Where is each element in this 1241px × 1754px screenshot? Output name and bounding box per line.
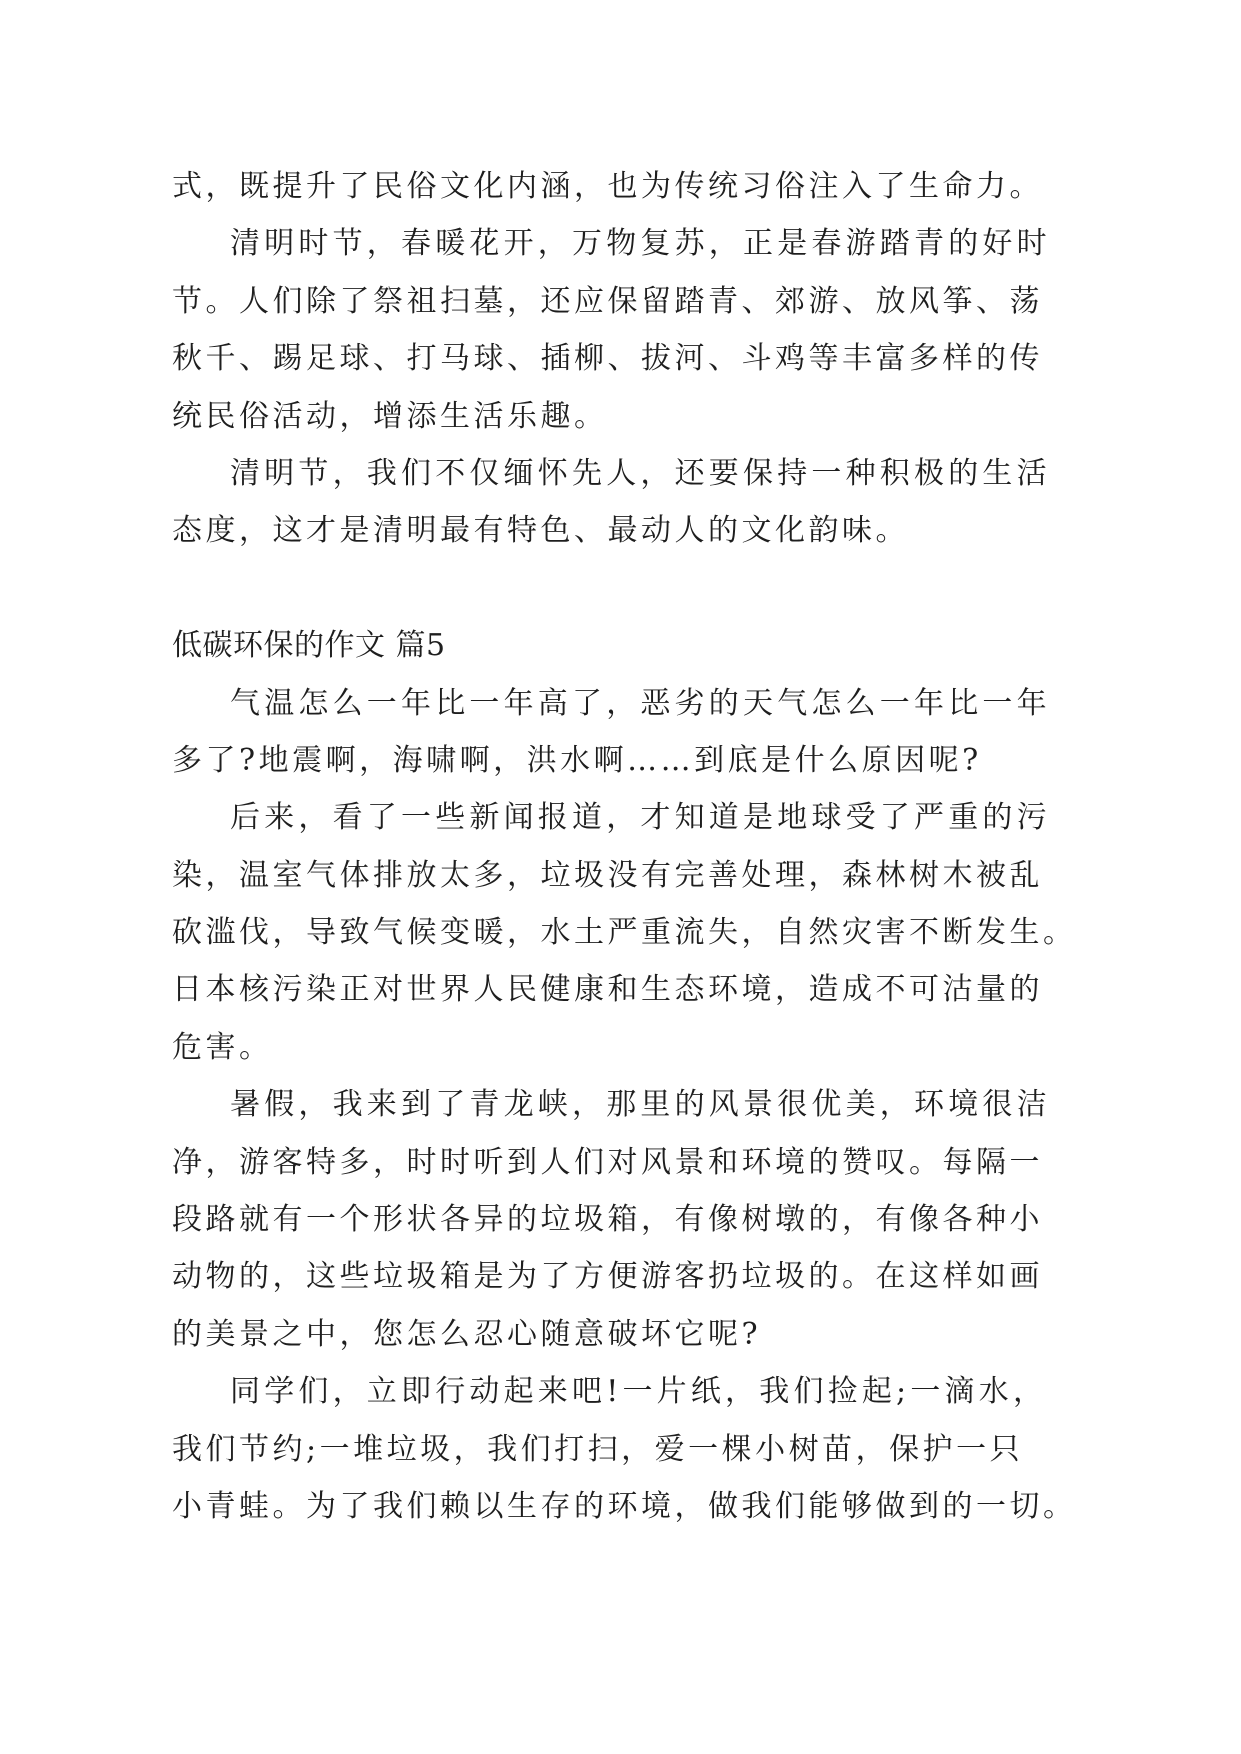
paragraph <box>0 1363 1241 1535</box>
paragraph-line: 统民俗活动，增添生活乐趣。 <box>172 398 608 434</box>
paragraph-line: 砍滥伐，导致气候变暖，水土严重流失，自然灾害不断发生。 <box>172 915 1077 951</box>
paragraph-line: 小青蛙。为了我们赖以生存的环境，做我们能够做到的一切。 <box>172 1488 1077 1524</box>
paragraph-line: 节。人们除了祭祖扫墓，还应保留踏青、郊游、放风筝、荡 <box>172 283 1043 319</box>
paragraph-line: 染，温室气体排放太多，垃圾没有完善处理，森林树木被乱 <box>172 857 1043 893</box>
paragraph <box>0 158 1241 215</box>
paragraph-line: 的美景之中，您怎么忍心随意破坏它呢? <box>172 1316 762 1352</box>
paragraph <box>0 215 1241 445</box>
section-previous-essay <box>0 158 1241 560</box>
paragraph-line: 后来，看了一些新闻报道，才知道是地球受了严重的污 <box>230 800 1051 836</box>
paragraph-line: 气温怎么一年比一年高了，恶劣的天气怎么一年比一年 <box>230 685 1051 721</box>
paragraph-line: 我们节约;一堆垃圾，我们打扫，爱一棵小树苗，保护一只 <box>172 1431 1024 1467</box>
paragraph <box>0 789 1241 1076</box>
paragraph-line: 动物的，这些垃圾箱是为了方便游客扔垃圾的。在这样如画 <box>172 1259 1043 1295</box>
paragraph <box>0 445 1241 560</box>
paragraph-line: 式，既提升了民俗文化内涵，也为传统习俗注入了生命力。 <box>172 169 1043 204</box>
paragraph-line: 日本核污染正对世界人民健康和生态环境，造成不可沽量的 <box>172 972 1043 1008</box>
paragraph-line: 清明时节，春暖花开，万物复苏，正是春游踏青的好时 <box>230 226 1051 262</box>
section-heading: 低碳环保的作文 篇5 <box>172 628 446 664</box>
paragraph-line: 同学们，立即行动起来吧!一片纸，我们捡起;一滴水， <box>230 1374 1048 1410</box>
paragraph-line: 净，游客特多，时时听到人们对风景和环境的赞叹。每隔一 <box>172 1144 1043 1180</box>
blank-line <box>0 560 1241 617</box>
paragraph-line: 多了?地震啊，海啸啊，洪水啊……到底是什么原因呢? <box>172 742 982 778</box>
section-essay-5 <box>0 617 1241 1535</box>
paragraph-line: 秋千、踢足球、打马球、插柳、拔河、斗鸡等丰富多样的传 <box>172 341 1043 377</box>
paragraph-line: 段路就有一个形状各异的垃圾箱，有像树墩的，有像各种小 <box>172 1202 1043 1238</box>
paragraph-line: 清明节，我们不仅缅怀先人，还要保持一种积极的生活 <box>230 455 1051 491</box>
paragraph-line: 态度，这才是清明最有特色、最动人的文化韵味。 <box>172 513 909 549</box>
paragraph <box>0 1076 1241 1363</box>
paragraph <box>0 675 1241 790</box>
paragraph-line: 暑假，我来到了青龙峡，那里的风景很优美，环境很洁 <box>230 1087 1051 1123</box>
paragraph-line: 危害。 <box>172 1029 273 1065</box>
